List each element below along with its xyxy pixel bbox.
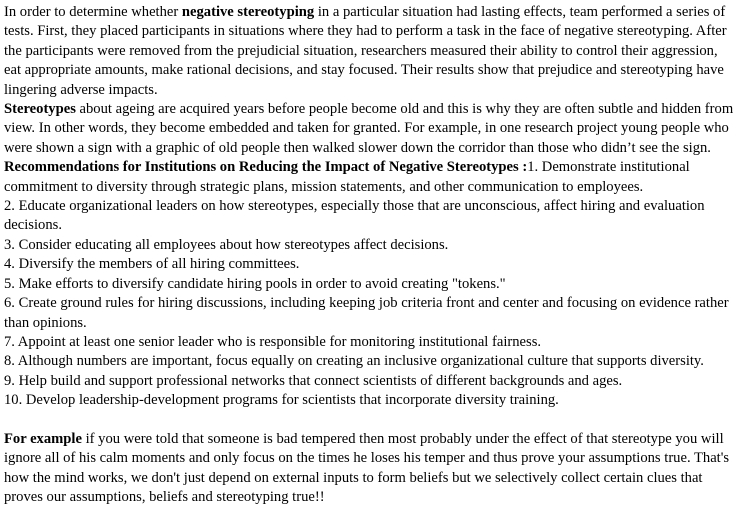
list-item: 4. Diversify the members of all hiring committees. xyxy=(4,256,300,273)
example-text: if you were told that someone is bad tempered then most probably under the effect of that stereotype you will ignore all of his calm moments and only focus on the times he loses his temper and thus prove your assumptions true. That's how the mind works, we don't just depend on external inputs to form beliefs but we selectively collect certain clues that proves our assumptions, beliefs and stereotyping true!! xyxy=(4,430,730,506)
list-item: 2. Educate organizational leaders on how stereotypes, especially those that are unconscious, affect hiring and evaluation decisions. xyxy=(4,198,705,234)
recommendation-item: 1. Demonstrate institutional commitment to diversity through strategic plans, mission statements, and other communication to employees. xyxy=(4,159,690,195)
example-keyword: For example xyxy=(4,430,82,447)
article-body xyxy=(4,3,734,508)
list-item xyxy=(4,158,734,197)
stereotypes-keyword: Stereotypes xyxy=(4,101,76,118)
example-paragraph xyxy=(4,430,734,508)
intro-text-after: in a particular situation had lasting effects, team performed a series of tests. First, they placed participants in situations where they had to perform a task in the face of negative stereotyping. After the participants were removed from the prejudicial situation, researchers measured their ability to control their aggression, eat appropriate amounts, make rational decisions, and stay focused. Their results show that prejudice and stereotyping have lingering adverse impacts. xyxy=(4,4,727,98)
recommendations-list xyxy=(4,158,734,410)
list-item: 9. Help build and support professional networks that connect scientists of different backgrounds and ages. xyxy=(4,372,623,389)
list-item: 3. Consider educating all employees about how stereotypes affect decisions. xyxy=(4,236,449,253)
stereotypes-text: about ageing are acquired years before people become old and this is why they are often subtle and hidden from view. In other words, they become embedded and taken for granted. For example, in one research project young people who were shown a sign with a graphic of old people then walked slower down the corridor than those who didn’t see the sign. xyxy=(4,101,734,156)
list-item: 7. Appoint at least one senior leader who is responsible for monitoring institutional fairness. xyxy=(4,333,542,350)
list-item: 6. Create ground rules for hiring discussions, including keeping job criteria front and center and focusing on evidence rather than opinions. xyxy=(4,295,729,331)
list-item: 10. Develop leadership-development programs for scientists that incorporate diversity training. xyxy=(4,392,559,409)
stereotypes-paragraph xyxy=(4,100,734,158)
intro-paragraph xyxy=(4,3,734,100)
intro-keyword: negative stereotyping xyxy=(181,4,315,20)
recommendations-heading: Recommendations for Institutions on Reducing the Impact of Negative Stereotypes : xyxy=(4,159,528,176)
list-item: 8. Although numbers are important, focus equally on creating an inclusive organizational culture that supports diversity. xyxy=(4,353,704,370)
list-item: 5. Make efforts to diversify candidate hiring pools in order to avoid creating "tokens." xyxy=(4,275,506,292)
paragraph-spacer xyxy=(4,411,734,430)
intro-text-before: In order to determine whether xyxy=(4,4,182,20)
